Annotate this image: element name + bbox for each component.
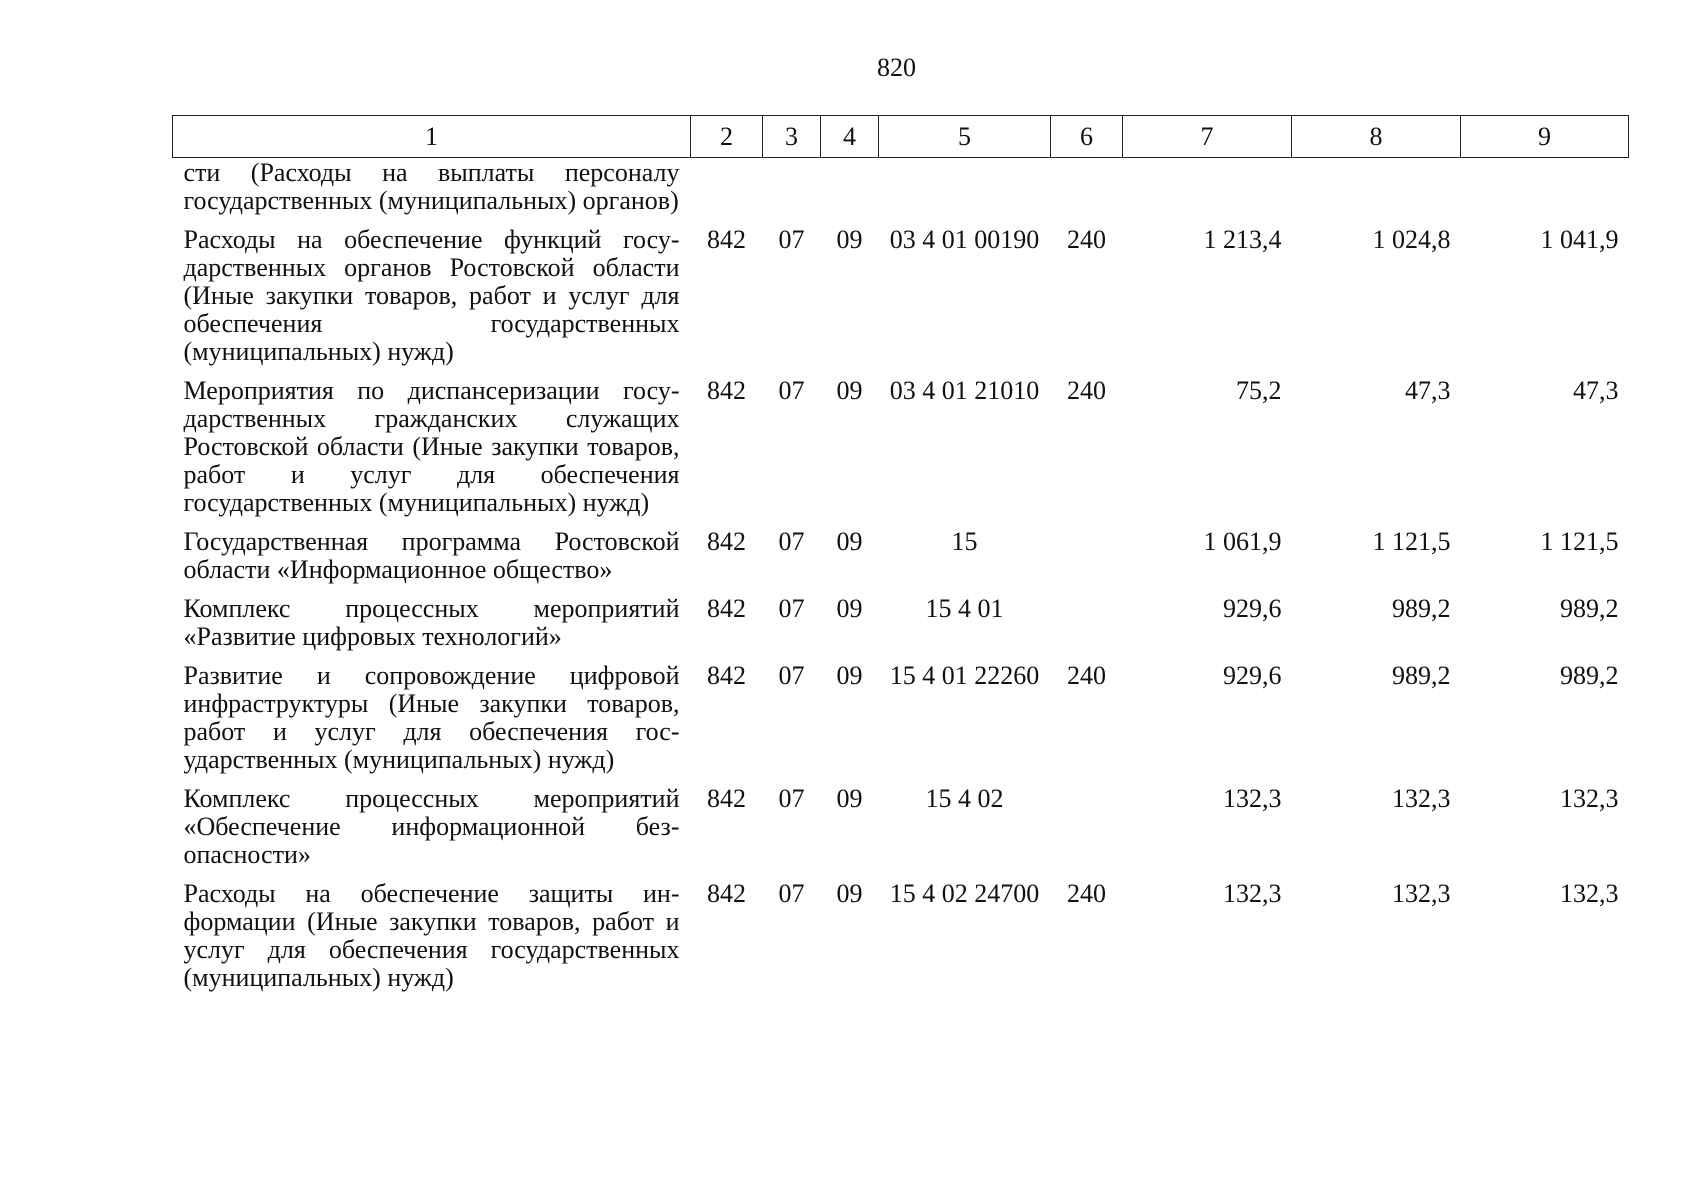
row-code-section (763, 158, 821, 227)
table-row (173, 785, 1629, 880)
header-col-5: 5 (879, 116, 1051, 158)
table-row (173, 226, 1629, 377)
row-code-ministry: 842 (707, 225, 746, 254)
row-code-target: 15 4 02 24700 (889, 879, 1040, 908)
row-amount-8: 132,3 (1392, 879, 1451, 908)
row-name: Комплекс процессных мероприятий «Развитие цифровых технологий» (183, 594, 680, 651)
row-amount-7: 75,2 (1236, 376, 1282, 405)
row-amount-8: 989,2 (1392, 594, 1451, 623)
row-amount-8: 989,2 (1392, 661, 1451, 690)
row-code-expense-type (1051, 528, 1123, 595)
table-row (173, 158, 1629, 227)
row-code-subsection: 09 (836, 527, 863, 556)
row-code-ministry (691, 158, 763, 227)
row-code-subsection: 09 (836, 784, 863, 813)
row-amount-9 (1461, 158, 1629, 227)
row-amount-9: 989,2 (1560, 594, 1619, 623)
row-code-ministry: 842 (707, 594, 746, 623)
table-row (173, 595, 1629, 662)
row-amount-7: 929,6 (1223, 661, 1282, 690)
row-code-subsection: 09 (836, 879, 863, 908)
row-code-ministry: 842 (707, 527, 746, 556)
row-code-target: 15 (951, 527, 978, 556)
row-amount-7 (1123, 158, 1292, 227)
page-number: 820 (877, 53, 916, 82)
table-row (173, 528, 1629, 595)
row-amount-7: 1 061,9 (1203, 527, 1282, 556)
row-amount-9: 989,2 (1560, 661, 1619, 690)
row-code-subsection: 09 (836, 225, 863, 254)
header-col-7: 7 (1123, 116, 1292, 158)
row-amount-8: 1 121,5 (1372, 527, 1451, 556)
row-code-target: 15 4 01 22260 (889, 661, 1040, 690)
row-amount-9: 1 121,5 (1540, 527, 1619, 556)
header-col-4: 4 (821, 116, 879, 158)
row-code-section: 07 (778, 784, 805, 813)
header-col-8: 8 (1292, 116, 1461, 158)
row-code-section: 07 (778, 527, 805, 556)
row-code-expense-type (1051, 158, 1123, 227)
header-col-1: 1 (173, 116, 691, 158)
row-code-section: 07 (778, 376, 805, 405)
row-amount-9: 132,3 (1560, 879, 1619, 908)
row-code-target: 03 4 01 00190 (889, 225, 1040, 254)
row-code-section: 07 (778, 879, 805, 908)
table-row (173, 377, 1629, 528)
budget-table (172, 115, 1629, 1003)
row-code-subsection (821, 158, 879, 227)
row-name: Комплекс процессных мероприятий «Обеспечение информационной безопасности» (183, 784, 680, 869)
header-col-2: 2 (691, 116, 763, 158)
row-name: Государственная программа Ростовской области «Информационное общество» (183, 527, 680, 584)
row-name: Развитие и сопровождение цифровой инфраструктуры (Иные закупки товаров, работ и услуг для обеспечения государственных (муниципальных) нужд) (183, 661, 680, 774)
row-code-subsection: 09 (836, 661, 863, 690)
row-code-ministry: 842 (707, 784, 746, 813)
row-code-expense-type: 240 (1067, 225, 1106, 254)
row-code-ministry: 842 (707, 661, 746, 690)
table-row (173, 662, 1629, 785)
row-code-section: 07 (778, 594, 805, 623)
row-amount-8: 1 024,8 (1372, 225, 1451, 254)
header-col-3: 3 (763, 116, 821, 158)
row-code-expense-type (1051, 595, 1123, 662)
row-amount-8 (1292, 158, 1461, 227)
row-name: Расходы на обеспечение функций государственных органов Ростовской области (Иные закупки товаров, работ и услуг для обеспечения государственных (муниципальных) нужд) (183, 225, 680, 366)
row-code-target: 15 4 01 (925, 594, 1004, 623)
row-code-section: 07 (778, 661, 805, 690)
header-col-6: 6 (1051, 116, 1123, 158)
row-amount-9: 47,3 (1573, 376, 1619, 405)
row-code-expense-type (1051, 785, 1123, 880)
row-amount-7: 132,3 (1223, 879, 1282, 908)
row-amount-8: 47,3 (1405, 376, 1451, 405)
row-amount-7: 929,6 (1223, 594, 1282, 623)
header-col-9: 9 (1461, 116, 1629, 158)
row-code-ministry: 842 (707, 376, 746, 405)
row-code-subsection: 09 (836, 376, 863, 405)
row-code-section: 07 (778, 225, 805, 254)
row-code-expense-type: 240 (1067, 376, 1106, 405)
row-name: Мероприятия по диспансеризации государственных гражданских служащих Ростовской области (Иные закупки товаров, работ и услуг для обеспечения государственных (муниципальных) нужд) (183, 376, 680, 517)
row-code-expense-type: 240 (1067, 879, 1106, 908)
row-name: Расходы на обеспечение защиты информации (Иные закупки товаров, работ и услуг для обеспечения государственных (муниципальных) нужд) (183, 879, 680, 992)
row-code-subsection: 09 (836, 594, 863, 623)
row-code-target (879, 158, 1051, 227)
table-row (173, 880, 1629, 1003)
row-code-target: 03 4 01 21010 (889, 376, 1040, 405)
row-name: сти (Расходы на выплаты персоналу государственных (муниципальных) органов) (183, 158, 680, 215)
header-row (173, 116, 1629, 158)
row-amount-8: 132,3 (1392, 784, 1451, 813)
row-code-expense-type: 240 (1067, 661, 1106, 690)
row-amount-9: 132,3 (1560, 784, 1619, 813)
row-amount-7: 1 213,4 (1203, 225, 1282, 254)
row-code-ministry: 842 (707, 879, 746, 908)
row-amount-9: 1 041,9 (1540, 225, 1619, 254)
table-body (173, 158, 1629, 1004)
table-header (173, 116, 1629, 158)
row-amount-7: 132,3 (1223, 784, 1282, 813)
row-code-target: 15 4 02 (925, 784, 1004, 813)
